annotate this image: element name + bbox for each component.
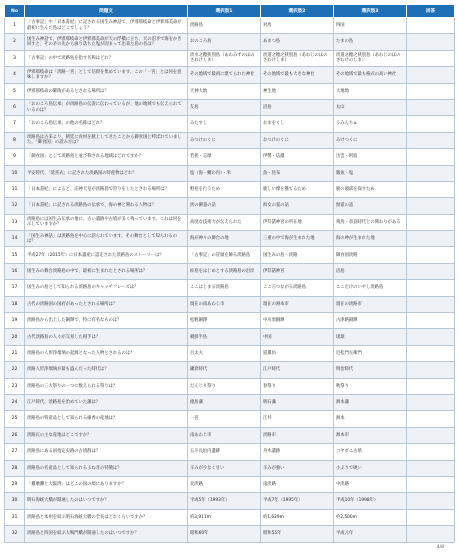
row-number: 12 <box>5 198 25 214</box>
choice-1-cell: 一宮 <box>188 411 261 427</box>
row-number: 7 <box>5 116 25 132</box>
question-cell: 「播磨灘と大阪湾」はどこの国の境にありますか？ <box>25 476 188 492</box>
question-cell: 淡路島と四国を結ぶ大鳴門橋が開通したのはいつですか？ <box>25 526 188 542</box>
answer-cell[interactable] <box>407 329 455 345</box>
choice-2-cell: 南淡路 <box>261 476 334 492</box>
choice-2-cell: 国生みの島・淡路 <box>261 247 334 263</box>
table-row <box>5 34 455 50</box>
row-number: 23 <box>5 378 25 394</box>
choice-3-cell: 秋祭り <box>334 378 407 394</box>
header-choice-1: 選択肢1 <box>188 5 261 18</box>
choice-1-cell: 現在の南あわじ市 <box>188 296 261 312</box>
choice-3-cell: 沼島 <box>334 263 407 279</box>
row-number: 9 <box>5 149 25 165</box>
answer-cell[interactable] <box>407 83 455 99</box>
choice-1-cell: 百太夫 <box>188 345 261 361</box>
choice-3-cell: 近松門左衛門 <box>334 345 407 361</box>
question-cell: 明石海峡大橋が開通したのはいつですか？ <box>25 493 188 509</box>
row-number: 14 <box>5 231 25 247</box>
choice-2-cell: 鹿しい摩を獲てるため <box>261 181 334 197</box>
question-cell: 淡路瓦の主な産地はどこですか？ <box>25 427 188 443</box>
row-number: 20 <box>5 329 25 345</box>
answer-cell[interactable] <box>407 263 455 279</box>
choice-2-cell: 江井 <box>261 411 334 427</box>
choice-2-cell: あまつ島 <box>261 34 334 50</box>
table-row <box>5 165 455 181</box>
question-cell: 淡路島と本州を結ぶ明石海峡大橋の全長はどれくらいですか？ <box>25 509 188 525</box>
question-cell: 淡路島の三大祭りの一つに数えられる祭りは？ <box>25 378 188 394</box>
table-row <box>5 132 455 148</box>
choice-3-cell: 出雲・阿波 <box>334 149 407 165</box>
answer-cell[interactable] <box>407 444 455 460</box>
question-cell: 伊邪那岐命は「淡路一宮」として信仰を集めています。この「一宮」とは何を意味しますか？ <box>25 67 188 83</box>
choice-3-cell: 鹿の頭部を探すため <box>334 181 407 197</box>
choice-1-cell: みつけのくに <box>188 132 261 148</box>
choice-3-cell: みけつくに <box>334 132 407 148</box>
choice-2-cell: 道薫坊 <box>261 345 334 361</box>
answer-cell[interactable] <box>407 280 455 296</box>
row-number: 15 <box>5 247 25 263</box>
choice-3-cell: 無霊の話 <box>334 198 407 214</box>
row-number: 24 <box>5 394 25 410</box>
choice-1-cell: 南あわじ市 <box>188 427 261 443</box>
question-cell: 国生みの舞台淡路島の中で、最初に生まれたとされる場所は？ <box>25 263 188 279</box>
table-row <box>5 526 455 542</box>
choice-2-cell: 伊弉諾神宮 <box>261 263 334 279</box>
row-number: 19 <box>5 313 25 329</box>
row-number: 27 <box>5 444 25 460</box>
question-cell: 平成27年（2015年）に日本遺産に認定された淡路島のストーリーは？ <box>25 247 188 263</box>
header-choice-3: 選択肢3 <box>334 5 407 18</box>
row-number: 25 <box>5 411 25 427</box>
table-row <box>5 280 455 296</box>
row-number: 22 <box>5 362 25 378</box>
choice-1-cell: 徳島藩 <box>188 394 261 410</box>
question-cell: 「御食国」として淡路島と並び称される地域はどれですか？ <box>25 149 188 165</box>
answer-cell[interactable] <box>407 526 455 542</box>
choice-1-cell: おのころ島 <box>188 34 261 50</box>
row-number: 8 <box>5 132 25 148</box>
question-cell: 「古事記」の中で淡路島を指す名称はどれ？ <box>25 50 188 66</box>
choice-1-cell: 五斗長垣内遺跡 <box>188 444 261 460</box>
choice-2-cell: 海女の霊の話 <box>261 198 334 214</box>
row-number: 29 <box>5 476 25 492</box>
table-row <box>5 427 455 443</box>
answer-cell[interactable] <box>407 149 455 165</box>
table-row <box>5 509 455 525</box>
answer-cell[interactable] <box>407 231 455 247</box>
answer-cell[interactable] <box>407 34 455 50</box>
choice-3-cell: 丸山 <box>334 99 407 115</box>
question-cell: 淡路島には国生み伝承の他に、古い遺跡や古墳が多く残っています。これは何を示していますか？ <box>25 214 188 230</box>
choice-1-cell: 塩（海・鯛の内）・米 <box>188 165 261 181</box>
choice-3-cell: 中淡路 <box>334 476 407 492</box>
choice-1-cell: 鎌倉時代 <box>188 362 261 378</box>
answer-cell[interactable] <box>407 313 455 329</box>
choice-3-cell: 明治時代 <box>334 362 407 378</box>
table-row <box>5 116 455 132</box>
answer-cell[interactable] <box>407 394 455 410</box>
row-number: 26 <box>5 427 25 443</box>
answer-cell[interactable] <box>407 362 455 378</box>
choice-2-cell: 舟木遺跡 <box>261 444 334 460</box>
question-cell: 「古事記」や「日本書紀」に記される国生み神話で、伊邪那岐命と伊邪那美命が最初に生んだ島はどこでしょう？ <box>25 18 188 34</box>
choice-2-cell: 伊弉諾神宮の所在地 <box>261 214 334 230</box>
row-number: 2 <box>5 34 25 50</box>
choice-3-cell: 淡道之穂之狭別島（あわじのほのさわけのしま） <box>334 50 407 66</box>
choice-3-cell: うみんちゅ <box>334 116 407 132</box>
answer-cell[interactable] <box>407 378 455 394</box>
question-cell: 伊邪那岐命の御陵があるとされる場所は？ <box>25 83 188 99</box>
answer-cell[interactable] <box>407 132 455 148</box>
choice-1-cell: 約3,911m <box>188 509 261 525</box>
page-number: 4/8 <box>436 545 444 550</box>
header-question: 問題文 <box>25 5 188 18</box>
question-cell: 国生み神話で、伊邪那岐命と伊邪那美命が天の浮橋に立ち、天の沼矛で海をかき回すと、その矛の先から滴り落ちた塩が固まって出来た島の名は？ <box>25 34 188 50</box>
choice-3-cell: その地域で最も格式の高い神社 <box>334 67 407 83</box>
header-choice-2: 選択肢2 <box>261 5 334 18</box>
answer-cell[interactable] <box>407 427 455 443</box>
question-cell: 「国生み神話」は淡路島を中心に語られています。その舞台として知られるのは？ <box>25 231 188 247</box>
row-number: 10 <box>5 165 25 181</box>
choice-2-cell: その地域で最も大きな神社 <box>261 67 334 83</box>
choice-3-cell: 洲本 <box>334 411 407 427</box>
table-row <box>5 476 455 492</box>
table-row <box>5 345 455 361</box>
choice-1-cell: 辛みが少なく甘い <box>188 460 261 476</box>
table-row <box>5 296 455 312</box>
choice-3-cell: 洲本藩 <box>334 394 407 410</box>
choice-2-cell: おつけのくに <box>261 132 334 148</box>
question-cell: 淡路島から出土した銅鐸で、特に有名なものは？ <box>25 313 188 329</box>
choice-3-cell: 洲本市 <box>334 427 407 443</box>
table-row <box>5 394 455 410</box>
choice-1-cell: だんじり祭り <box>188 378 261 394</box>
question-cell: 「日本書紀」に記される淡路島の伝承で、海の神と関わる人物は？ <box>25 198 188 214</box>
choice-2-cell: 辛みが強い <box>261 460 334 476</box>
choice-2-cell: 対馬 <box>261 18 334 34</box>
question-cell: 淡路島の特産品として知られる線香の産地は？ <box>25 411 188 427</box>
table-row <box>5 18 455 34</box>
choice-1-cell: 淡の御霊の話 <box>188 198 261 214</box>
answer-cell[interactable] <box>407 116 455 132</box>
quiz-page <box>4 4 454 543</box>
choice-1-cell: 友島 <box>188 99 261 115</box>
choice-3-cell: ここだけのいやし淡路島 <box>334 280 407 296</box>
choice-2-cell: 中国 <box>261 329 334 345</box>
choice-2-cell: 現在の洲本市 <box>261 296 334 312</box>
choice-3-cell: 小ぶりで硬い <box>334 460 407 476</box>
answer-cell[interactable] <box>407 99 455 115</box>
choice-3-cell: たまの島 <box>334 34 407 50</box>
choice-2-cell: 明石藩 <box>261 394 334 410</box>
answer-cell[interactable] <box>407 460 455 476</box>
choice-3-cell: コヤダニ古墳 <box>334 444 407 460</box>
table-row <box>5 313 455 329</box>
choice-1-cell: 淡水之穂狭別島（あわみずのほのさわけしま） <box>188 50 261 66</box>
choice-1-cell: その地域で最初に建てられた神社 <box>188 67 261 83</box>
choice-1-cell: 天神大地 <box>188 83 261 99</box>
row-number: 16 <box>5 263 25 279</box>
choice-2-cell: こころつながる淡路島 <box>261 280 334 296</box>
choice-2-cell: 春祭り <box>261 378 334 394</box>
row-number: 18 <box>5 296 25 312</box>
choice-1-cell: 海が神々の舞台の地 <box>188 231 261 247</box>
question-cell: 平安時代、「延喜式」に記された淡路国の特産物はどれ？ <box>25 165 188 181</box>
header-answer: 回答 <box>407 5 455 18</box>
table-row <box>5 67 455 83</box>
question-cell: 国生みの島として知られる淡路島のキャッチフレーズは？ <box>25 280 188 296</box>
question-cell: 江戸時代、淡路島を治めていた藩は？ <box>25 394 188 410</box>
choice-2-cell: 約1,629m <box>261 509 334 525</box>
table-row <box>5 149 455 165</box>
row-number: 4 <box>5 67 25 83</box>
answer-cell[interactable] <box>407 67 455 83</box>
choice-1-cell: 高度な技術力が伝えられた <box>188 214 261 230</box>
answer-cell[interactable] <box>407 411 455 427</box>
question-cell: 淡路島の名産品として知られる玉ねぎの特徴は？ <box>25 460 188 476</box>
choice-1-cell: 若狭・志摩 <box>188 149 261 165</box>
answer-cell[interactable] <box>407 50 455 66</box>
row-number: 32 <box>5 526 25 542</box>
answer-cell[interactable] <box>407 165 455 181</box>
table-row <box>5 263 455 279</box>
row-number: 11 <box>5 181 25 197</box>
choice-2-cell: 中川原銅鐸 <box>261 313 334 329</box>
question-cell: 淡路人形浄瑠璃が最も盛んだった時代は？ <box>25 362 188 378</box>
row-number: 6 <box>5 99 25 115</box>
question-cell: 「おのころ島伝承」が淡路島の伝説に伝わっているが、他の地域でも伝えられているのは？ <box>25 99 188 115</box>
answer-cell[interactable] <box>407 296 455 312</box>
table-row <box>5 247 455 263</box>
choice-2-cell: 神生地 <box>261 83 334 99</box>
row-number: 17 <box>5 280 25 296</box>
question-cell: 淡路島にある国指定史跡の古墳群は？ <box>25 444 188 460</box>
table-row <box>5 231 455 247</box>
answer-cell[interactable] <box>407 181 455 197</box>
choice-2-cell: 伊勢・信濃 <box>261 149 334 165</box>
choice-3-cell: 雑魚・塩 <box>334 165 407 181</box>
choice-1-cell: 朝鮮半島 <box>188 329 261 345</box>
choice-1-cell: 野島を行うため <box>188 181 261 197</box>
table-row <box>5 444 455 460</box>
choice-1-cell: 絵島をはじめとする淡路島の沿岸 <box>188 263 261 279</box>
choice-2-cell: 淡路市 <box>261 427 334 443</box>
row-number: 21 <box>5 345 25 361</box>
choice-2-cell: 江戸時代 <box>261 362 334 378</box>
table-row <box>5 411 455 427</box>
table-row <box>5 329 455 345</box>
answer-cell[interactable] <box>407 198 455 214</box>
choice-3-cell: 琉球 <box>334 329 407 345</box>
row-number: 28 <box>5 460 25 476</box>
table-row <box>5 493 455 509</box>
table-row <box>5 214 455 230</box>
choice-3-cell: 平成10年（1998年） <box>334 493 407 509</box>
table-row <box>5 50 455 66</box>
row-number: 31 <box>5 509 25 525</box>
answer-cell[interactable] <box>407 18 455 34</box>
choice-1-cell: 「古事記」の冒頭を飾る淡路島 <box>188 247 261 263</box>
table-header-row <box>5 5 455 18</box>
row-number: 1 <box>5 18 25 34</box>
row-number: 30 <box>5 493 25 509</box>
answer-cell[interactable] <box>407 345 455 361</box>
question-cell: 古代の淡路国の国府があったとされる場所は？ <box>25 296 188 312</box>
choice-2-cell: 平成7年（1995年） <box>261 493 334 509</box>
choice-3-cell: 平成元年 <box>334 526 407 542</box>
table-row <box>5 362 455 378</box>
row-number: 3 <box>5 50 25 66</box>
choice-2-cell: 三重の中で海が生まれた地 <box>261 231 334 247</box>
choice-1-cell: 平成5年（1993年） <box>188 493 261 509</box>
choice-3-cell: 海の神が生まれた地 <box>334 231 407 247</box>
table-row <box>5 181 455 197</box>
question-cell: 「日本書紀」によると、応神天皇が淡路島で狩りをしたとされる場所は？ <box>25 181 188 197</box>
question-cell: 淡路島の人形浄瑠璃の起源となった人物とされるのは？ <box>25 345 188 361</box>
quiz-table <box>4 4 455 543</box>
choice-3-cell: 約2,500m <box>334 509 407 525</box>
question-cell: 古代淡路島の人々が交易した相手は？ <box>25 329 188 345</box>
table-row <box>5 83 455 99</box>
row-number: 13 <box>5 214 25 230</box>
answer-cell[interactable] <box>407 509 455 525</box>
choice-1-cell: ここはじまる淡路島 <box>188 280 261 296</box>
choice-2-cell: 魚・昆布 <box>261 165 334 181</box>
answer-cell[interactable] <box>407 493 455 509</box>
choice-1-cell: 松帆銅鐸 <box>188 313 261 329</box>
choice-1-cell: 昭和60年 <box>188 526 261 542</box>
table-row <box>5 460 455 476</box>
question-cell: 淡路島は古来より、朝廷に食材を献上してきたことから御食国と呼ばれていました。「御食国」の読み方は？ <box>25 132 188 148</box>
choice-3-cell: 御食国淡路 <box>334 247 407 263</box>
choice-1-cell: みたすし <box>188 116 261 132</box>
table-row <box>5 198 455 214</box>
question-cell: 「おのころ島伝承」の他の名称はどれ？ <box>25 116 188 132</box>
answer-cell[interactable] <box>407 247 455 263</box>
choice-3-cell: 古津路銅鐸 <box>334 313 407 329</box>
choice-3-cell: 大地地 <box>334 83 407 99</box>
choice-2-cell: 昭和55年 <box>261 526 334 542</box>
answer-cell[interactable] <box>407 214 455 230</box>
choice-3-cell: 飛鳥・奈良時代との関わりがある <box>334 214 407 230</box>
answer-cell[interactable] <box>407 476 455 492</box>
choice-2-cell: 沼島 <box>261 99 334 115</box>
choice-2-cell: おまをくし <box>261 116 334 132</box>
table-row <box>5 378 455 394</box>
choice-2-cell: 淡道之穂之狭別島（あわじのほのさわけしま） <box>261 50 334 66</box>
choice-1-cell: 淡路島 <box>188 18 261 34</box>
row-number: 5 <box>5 83 25 99</box>
table-row <box>5 99 455 115</box>
header-no: No <box>5 5 25 18</box>
choice-3-cell: 四国 <box>334 18 407 34</box>
choice-3-cell: 現在の淡路市 <box>334 296 407 312</box>
choice-1-cell: 北淡路 <box>188 476 261 492</box>
